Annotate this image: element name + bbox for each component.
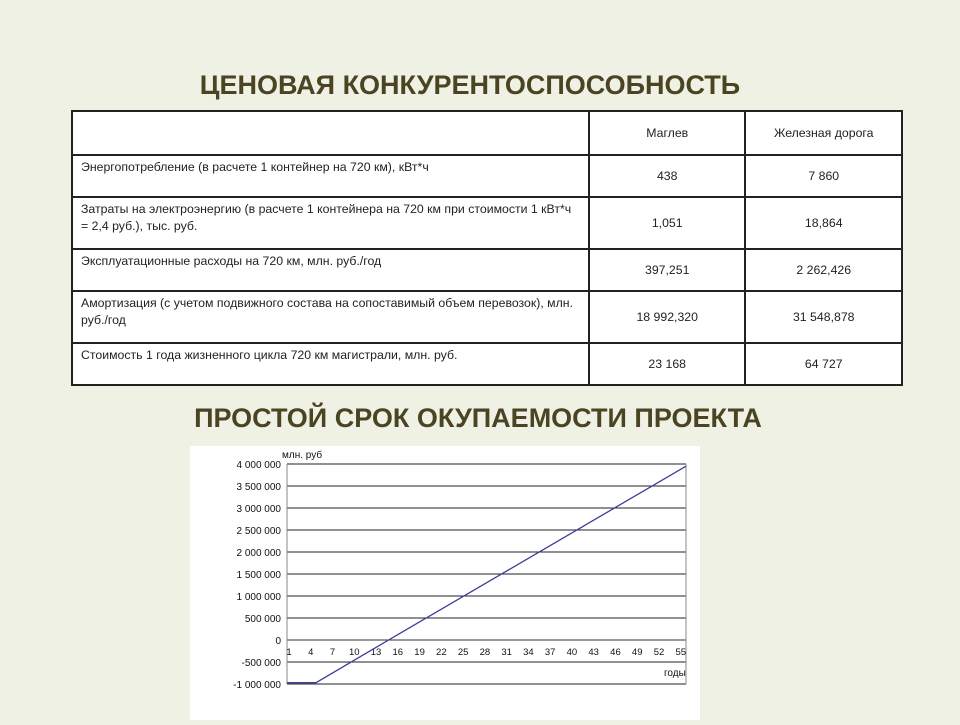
x-tick-label: 13 [370,647,382,658]
row-parameter-cell: Стоимость 1 года жизненного цикла 720 км магистрали, млн. руб. [72,343,589,385]
table-row [72,343,902,385]
y-tick-label: 4 000 000 [236,460,281,471]
price-title: ЦЕНОВАЯ КОНКУРЕНТОСПОСОБНОСТЬ [199,70,741,100]
railway-value-cell: 18,864 [745,197,902,249]
x-tick-label: 52 [653,647,665,658]
header-cell-railway: Железная дорога [745,111,902,155]
header-cell-parameter [72,111,589,155]
x-tick-label: 31 [501,647,512,658]
maglev-value-cell: 438 [589,155,746,197]
x-tick-label: 28 [479,647,491,658]
maglev-value-cell: 397,251 [589,249,746,291]
x-tick-label: 7 [329,647,336,658]
y-tick-label: 3 000 000 [236,504,281,515]
maglev-value-cell: 18 992,320 [589,291,746,343]
x-tick-label: 25 [457,647,469,658]
x-tick-label: 46 [610,647,621,658]
payback-chart [190,446,700,720]
table-header-row [72,111,902,155]
table-row [72,197,902,249]
railway-value-cell: 2 262,426 [745,249,902,291]
x-tick-label: 43 [588,647,599,658]
y-tick-label: 1 500 000 [236,570,281,581]
y-tick-label: 2 000 000 [236,548,281,559]
table-row [72,249,902,291]
x-tick-label: 19 [414,647,425,658]
y-tick-label: -500 000 [241,658,281,669]
maglev-value-cell: 23 168 [589,343,746,385]
railway-value-cell: 7 860 [745,155,902,197]
y-tick-label: -1 000 000 [233,680,281,691]
row-parameter-cell: Эксплуатационные расходы на 720 км, млн. руб./год [72,249,589,291]
row-parameter-cell: Затраты на электроэнергию (в расчете 1 контейнера на 720 км при стоимости 1 кВт*ч = 2,4 руб.), тыс. руб. [72,197,589,249]
x-tick-label: 49 [631,647,643,658]
table-row [72,291,902,343]
x-axis-title: годы [664,668,686,679]
maglev-value-cell: 1,051 [589,197,746,249]
railway-value-cell: 64 727 [745,343,902,385]
y-tick-label: 3 500 000 [236,482,281,493]
y-tick-label: 2 500 000 [236,526,281,537]
x-tick-label: 34 [523,647,534,658]
x-tick-label: 10 [349,647,360,658]
x-tick-label: 4 [308,647,314,658]
payback-chart-svg [190,446,700,720]
x-tick-label: 1 [286,647,292,658]
row-parameter-cell: Амортизация (с учетом подвижного состава на сопоставимый объем перевозок), млн. руб./год [72,291,589,343]
comparison-table [71,110,903,386]
table-row [72,155,902,197]
x-tick-label: 16 [392,647,404,658]
y-tick-label: 1 000 000 [236,592,281,603]
payback-title: ПРОСТОЙ СРОК ОКУПАЕМОСТИ ПРОЕКТА [194,403,762,433]
railway-value-cell: 31 548,878 [745,291,902,343]
x-tick-label: 55 [675,647,687,658]
x-tick-label: 40 [566,647,578,658]
y-tick-label: 500 000 [244,614,281,625]
x-tick-label: 37 [544,647,556,658]
y-tick-label: 0 [275,636,281,647]
y-axis-title: млн. руб [282,450,323,461]
row-parameter-cell: Энергопотребление (в расчете 1 контейнер на 720 км), кВт*ч [72,155,589,197]
header-cell-maglev: Маглев [589,111,746,155]
x-tick-label: 22 [436,647,447,658]
